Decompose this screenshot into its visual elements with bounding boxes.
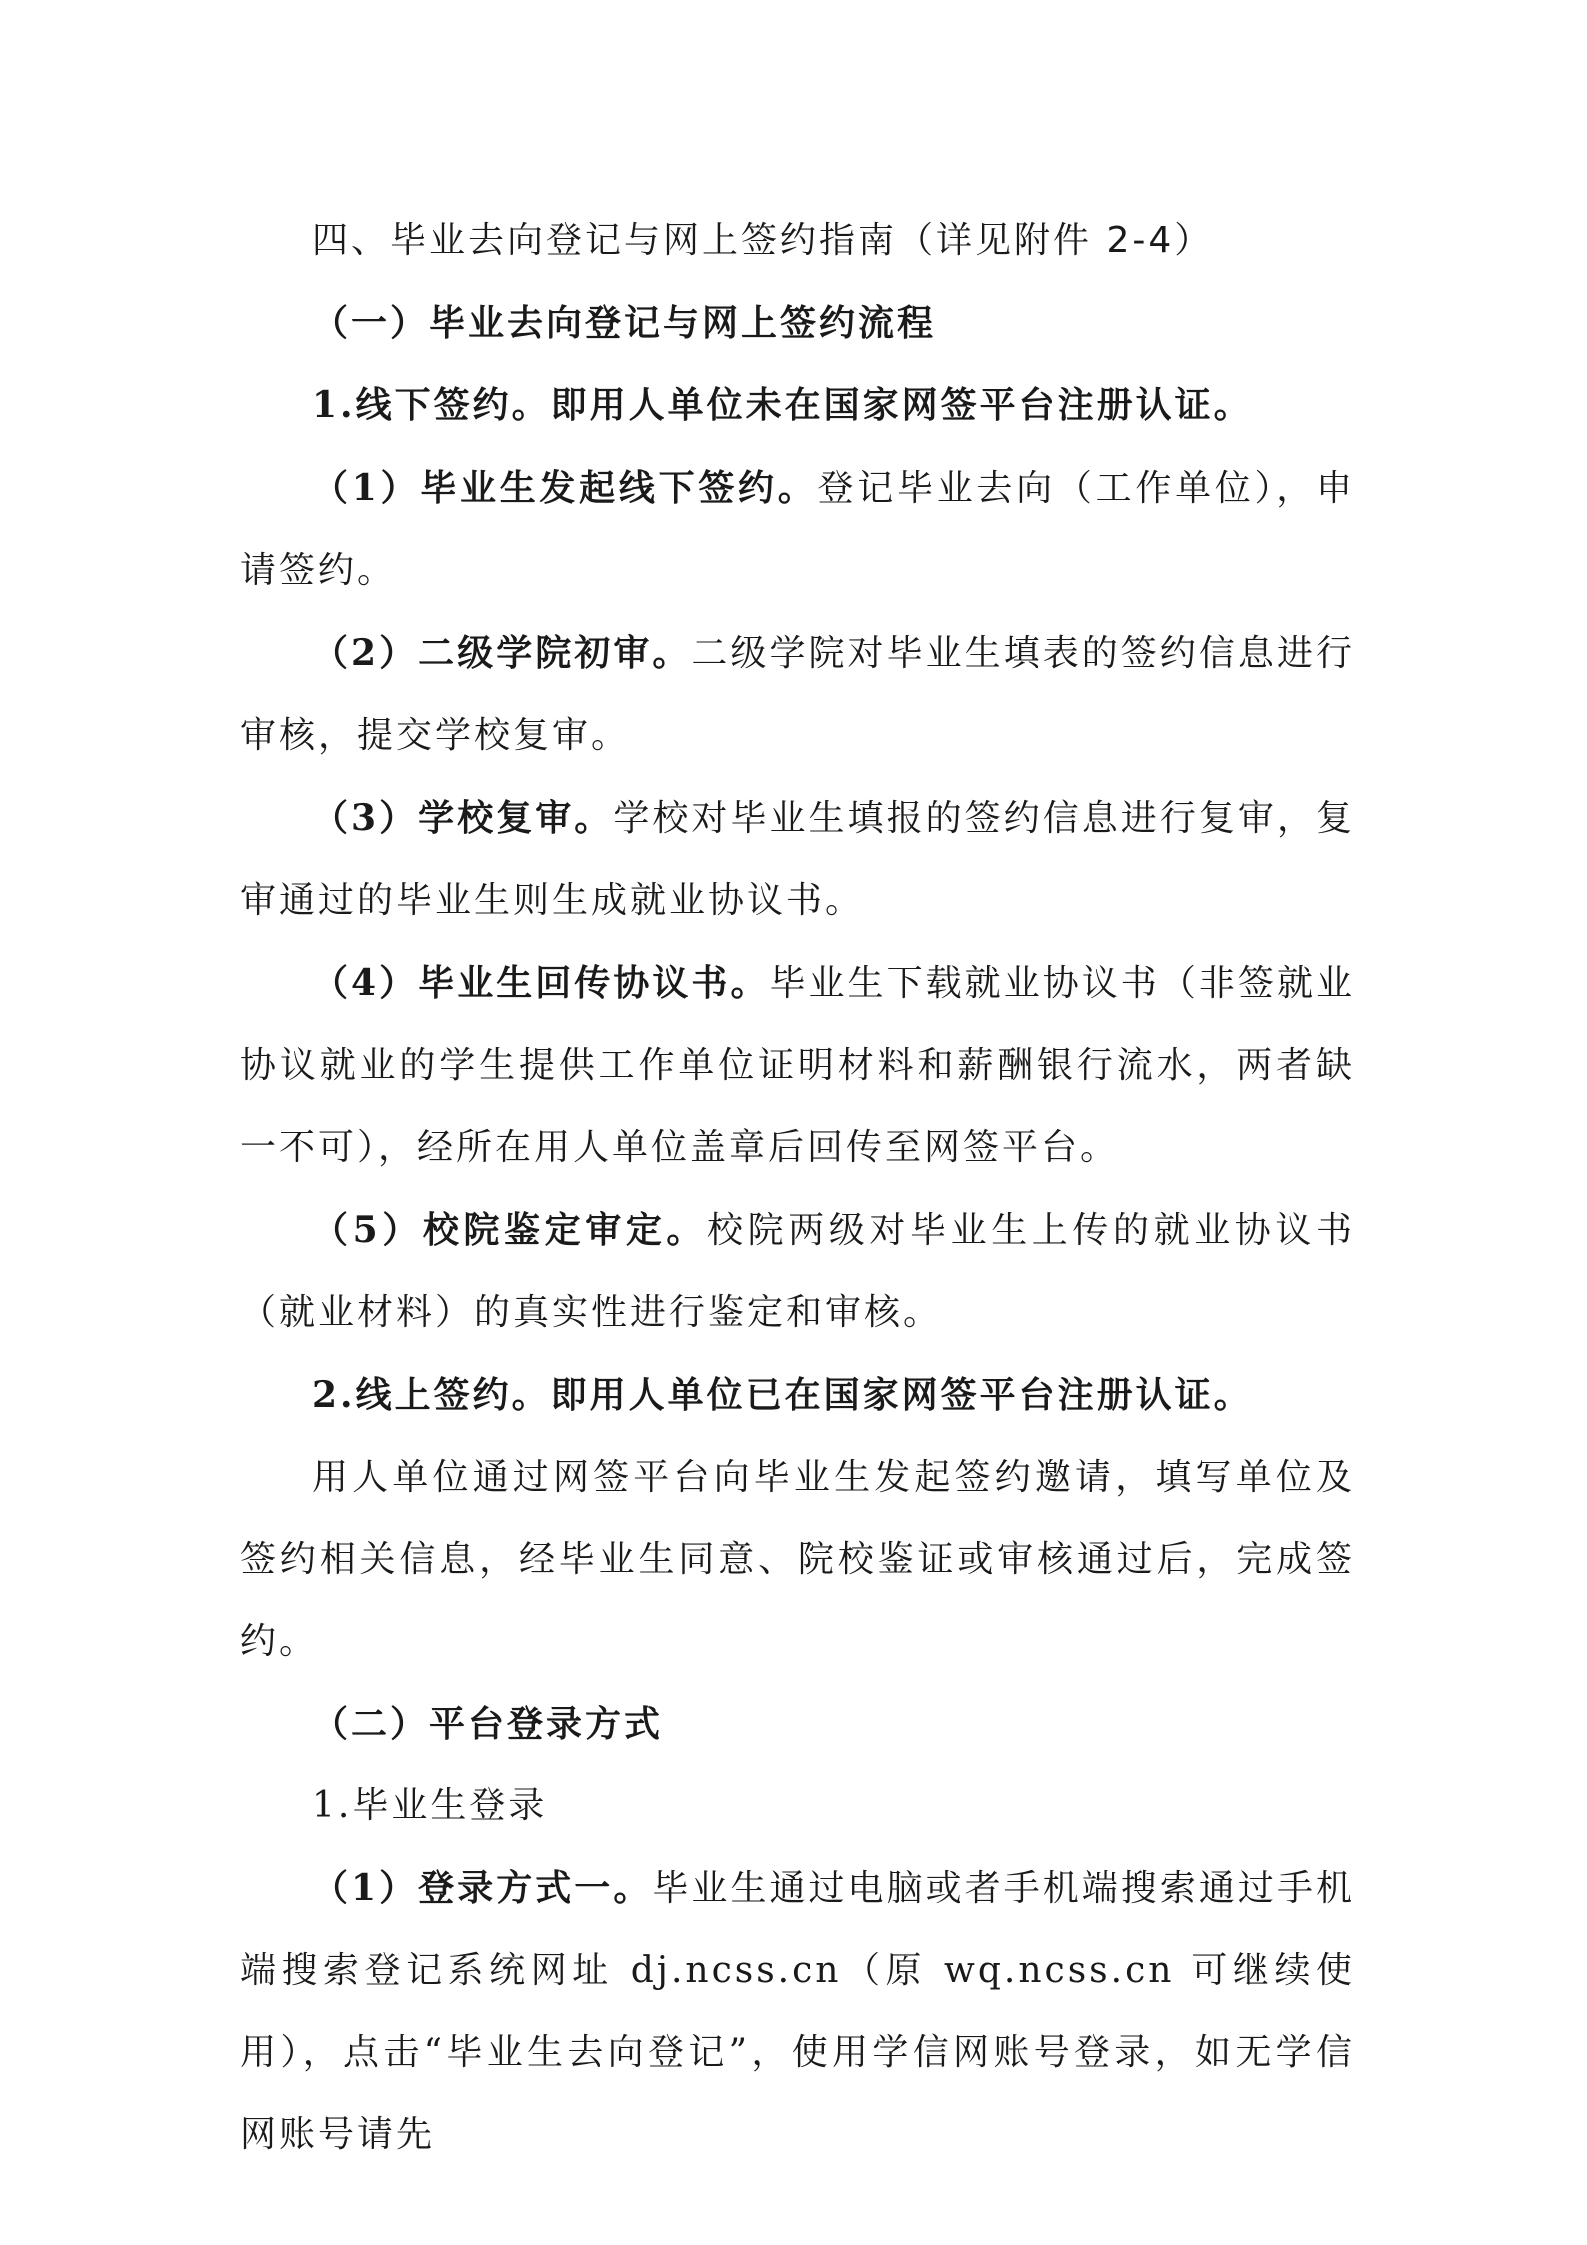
item-title: 1.线下签约。	[312, 384, 551, 426]
step-text: 登记毕业去向（工作单位），申请签约。	[240, 468, 1355, 591]
step-text: 毕业生下载就业协议书（非签就业协议就业的学生提供工作单位证明材料和薪酬银行流水，两者缺一不可），经所在用人单位盖章后回传至网签平台。	[240, 963, 1355, 1168]
subsection-title-login: （二）平台登录方式	[312, 1703, 664, 1745]
paragraph-step-1	[240, 447, 1355, 612]
paragraph-step-4	[240, 942, 1355, 1189]
paragraph-online-signing	[240, 1354, 1355, 1437]
paragraph-login-method-1	[240, 1847, 1355, 2176]
step-text: 二级学院对毕业生填表的签约信息进行审核，提交学校复审。	[240, 633, 1355, 756]
step-label: （1）毕业生发起线下签约。	[312, 467, 818, 509]
step-label: （3）学校复审。	[312, 797, 614, 839]
step-text: 学校对毕业生填报的签约信息进行复审，复审通过的毕业生则生成就业协议书。	[240, 798, 1355, 921]
paragraph-step-3	[240, 777, 1355, 942]
paragraph-step-5	[240, 1189, 1355, 1354]
paragraph-offline-signing	[240, 364, 1355, 447]
item-text: 即用人单位已在国家网签平台注册认证。	[550, 1374, 1253, 1416]
paragraph-graduate-login: 1.毕业生登录	[312, 1785, 548, 1826]
paragraph-step-2	[240, 612, 1355, 777]
step-label: （2）二级学院初审。	[312, 632, 692, 674]
step-text: 毕业生通过电脑或者手机端搜索通过手机端搜索登记系统网址 dj.ncss.cn（原 wq.ncss.cn 可继续使用），点击“毕业生去向登记”，使用学信网账号登录，如无学信网账号请先	[240, 1868, 1355, 2155]
item-text: 即用人单位未在国家网签平台注册认证。	[550, 384, 1253, 426]
document-body	[240, 200, 1355, 2176]
step-text: 校院两级对毕业生上传的就业协议书（就业材料）的真实性进行鉴定和审核。	[240, 1210, 1355, 1333]
step-label: （1）登录方式一。	[312, 1867, 653, 1909]
paragraph-online-detail: 用人单位通过网签平台向毕业生发起签约邀请，填写单位及签约相关信息，经毕业生同意、院校鉴证或审核通过后，完成签约。	[240, 1457, 1355, 1662]
item-title: 2.线上签约。	[312, 1374, 551, 1416]
subsection-title-process: （一）毕业去向登记与网上签约流程	[312, 302, 937, 344]
step-label: （4）毕业生回传协议书。	[312, 962, 770, 1004]
step-label: （5）校院鉴定审定。	[312, 1209, 708, 1251]
section-heading: 四、毕业去向登记与网上签约指南（详见附件 2-4）	[312, 220, 1214, 261]
